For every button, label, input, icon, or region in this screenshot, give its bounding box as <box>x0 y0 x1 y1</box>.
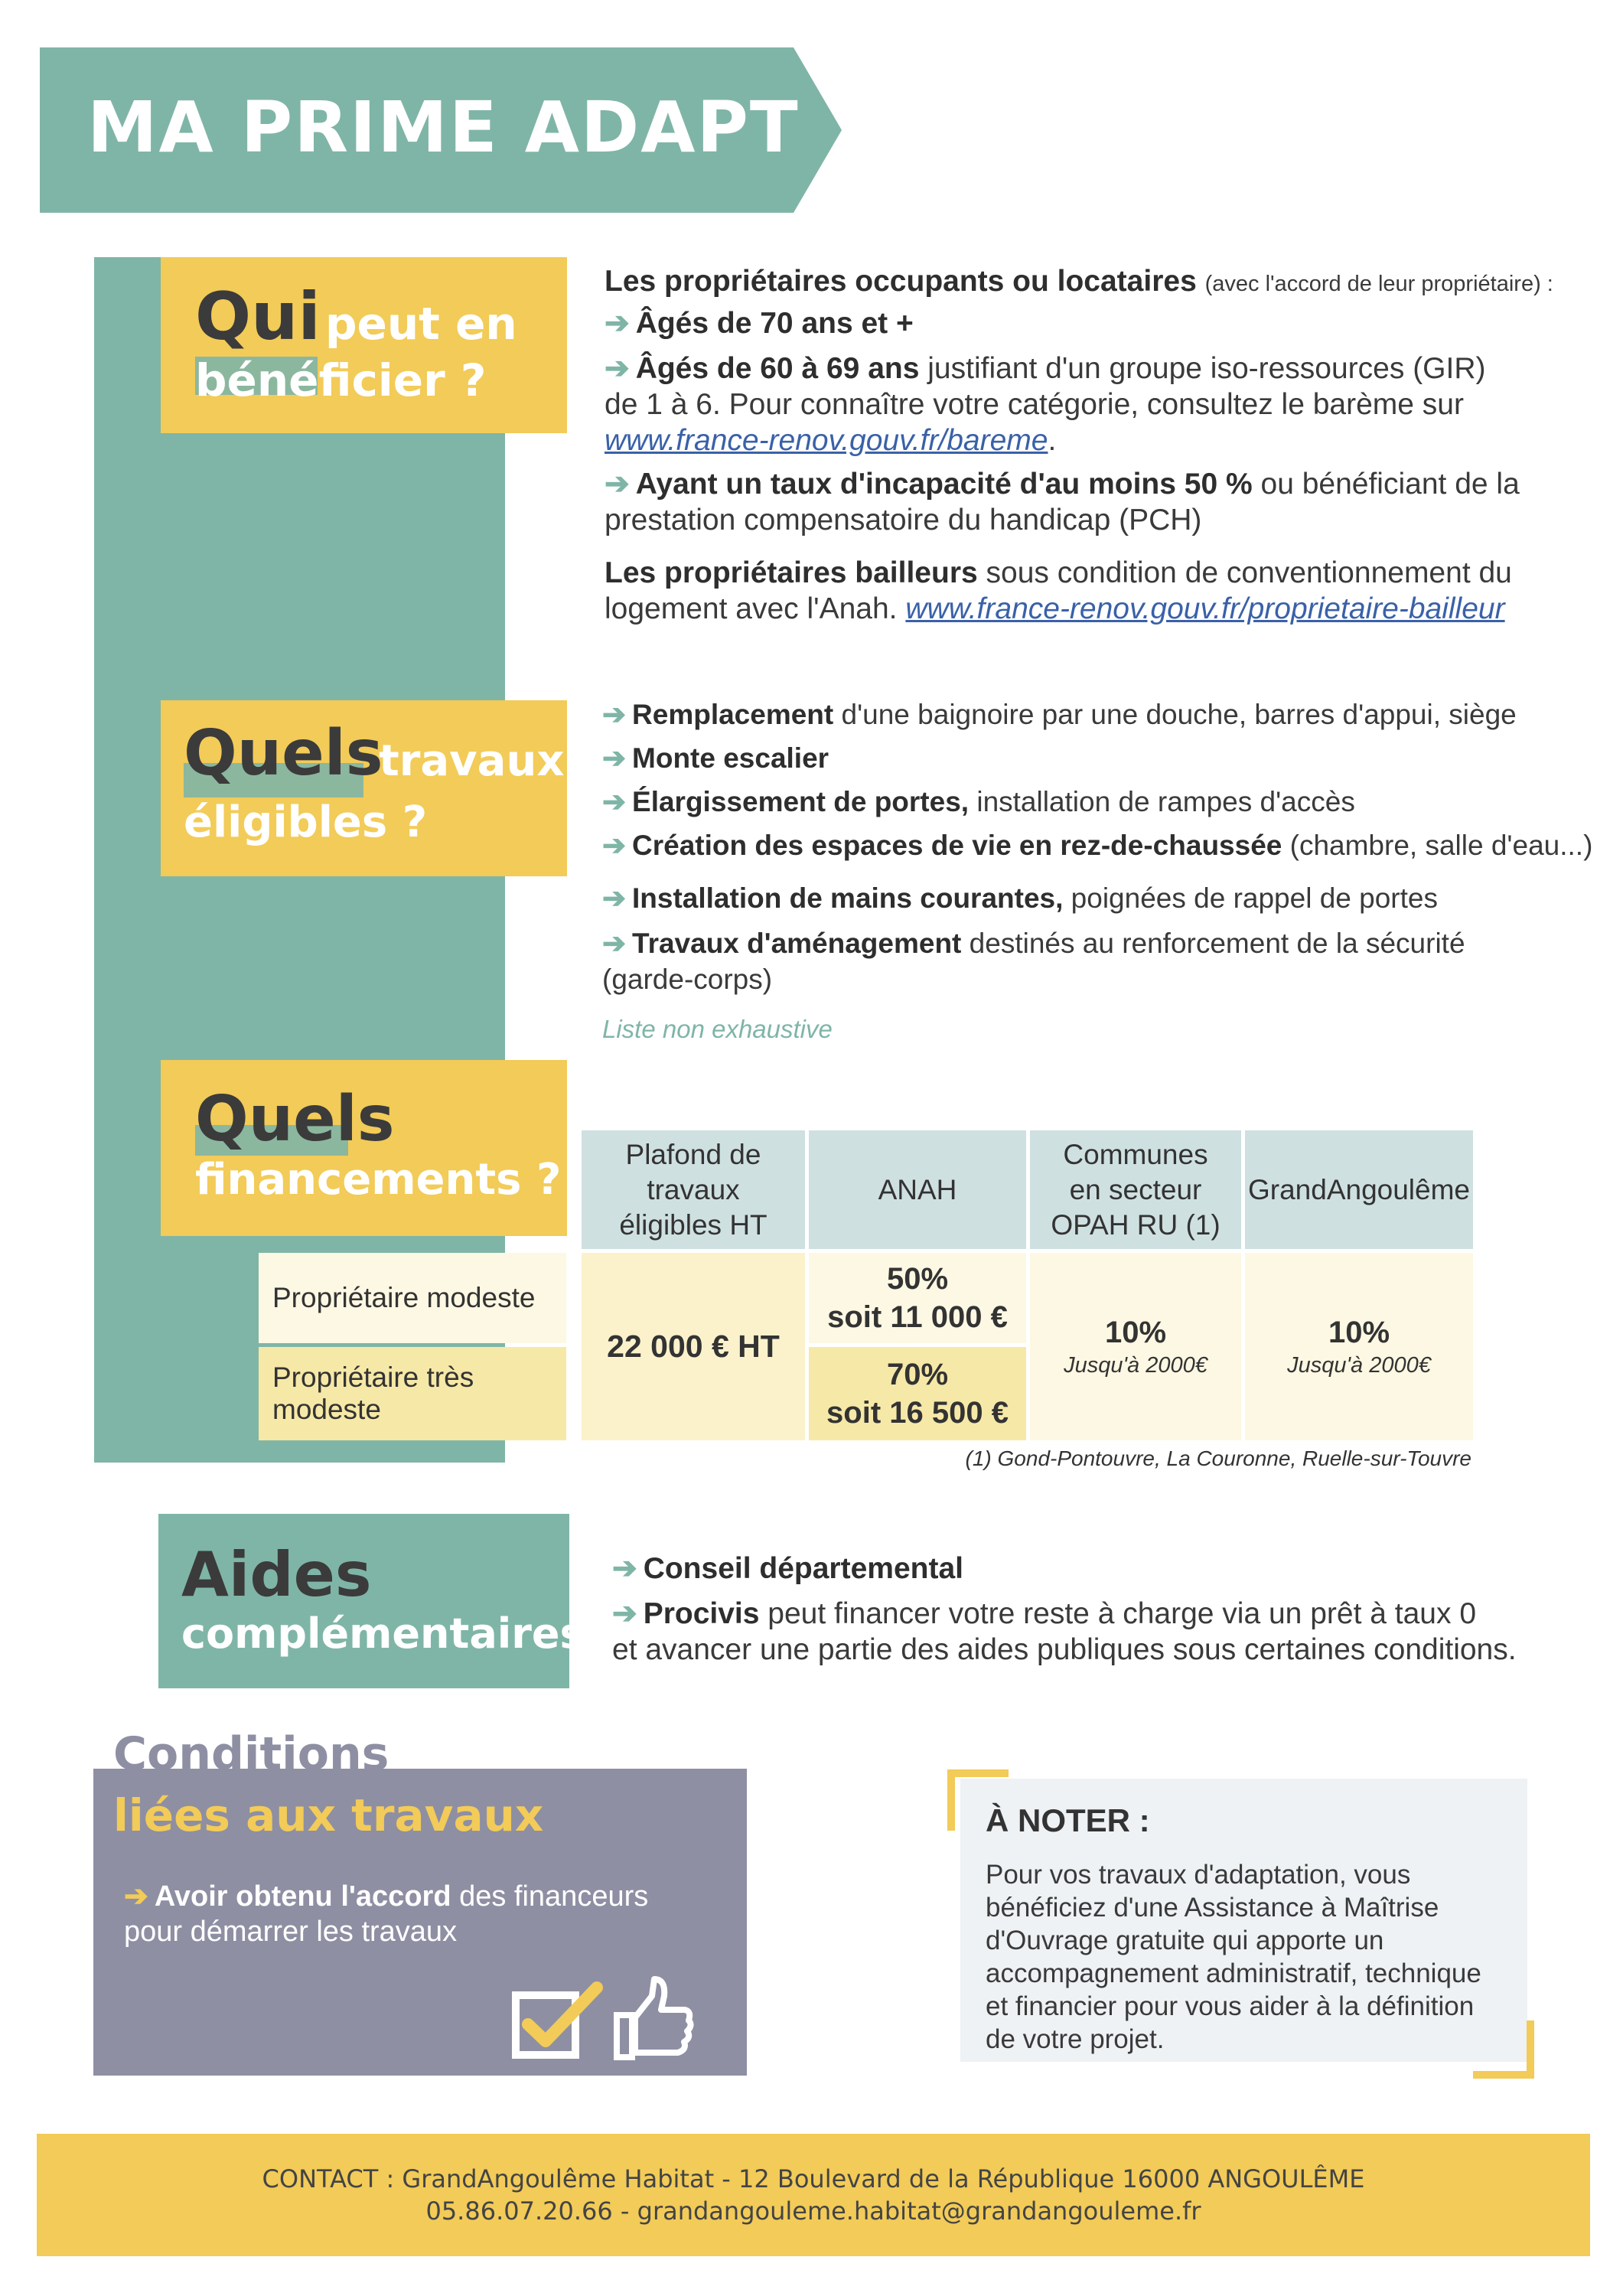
arrow-right-icon: ➔ <box>612 1597 637 1630</box>
qui-bullet-2-end: . <box>1048 424 1057 457</box>
noter-line: et financier pour vous aider à la définition <box>986 1991 1475 2021</box>
arrow-right-icon: ➔ <box>124 1880 148 1913</box>
qui-bailleurs-line2: logement avec l'Anah. <box>605 592 898 625</box>
conditions-content <box>124 1879 721 1949</box>
travaux-heading-big: Quels <box>184 717 383 790</box>
fin-cell-anah-modeste <box>809 1253 1026 1343</box>
arrow-right-icon: ➔ <box>602 786 627 817</box>
checkbox-check-icon <box>511 1978 603 2063</box>
travaux-item-bold: Monte escalier <box>632 742 829 774</box>
travaux-content <box>602 696 1597 1047</box>
contact-line-2[interactable]: 05.86.07.20.66 - grandangouleme.habitat@grandangouleme.fr <box>425 2197 1201 2226</box>
fin-cell-anah-tres-modeste <box>809 1347 1026 1440</box>
qui-heading-box <box>161 257 567 433</box>
fin-cell-anah-modeste-amt: soit 11 000 € <box>827 1300 1008 1334</box>
thumbs-up-icon <box>612 1973 696 2065</box>
arrow-right-icon: ➔ <box>605 307 630 340</box>
arrow-right-icon: ➔ <box>605 468 630 501</box>
contact-footer <box>37 2134 1590 2256</box>
travaux-item-bold: Élargissement de portes, <box>632 786 970 817</box>
conditions-item-bold: Avoir obtenu l'accord <box>154 1880 451 1913</box>
fin-cell-plafond-value: 22 000 € HT <box>607 1329 780 1364</box>
travaux-item-line2: (garde-corps) <box>602 964 773 995</box>
noter-line: Pour vos travaux d'adaptation, vous <box>986 1860 1411 1890</box>
fin-cell-grandangouleme-max: Jusqu'à 2000€ <box>1287 1352 1431 1378</box>
aides-heading-big: Aides <box>181 1539 372 1610</box>
fin-col-header-plafond <box>582 1130 805 1249</box>
fin-col-header-anah <box>809 1130 1026 1249</box>
fin-col-header-communes-label: Communes en secteur OPAH RU (1) <box>1051 1138 1221 1241</box>
conditions-heading-2: liées aux travaux <box>113 1789 544 1841</box>
travaux-item-bold: Création des espaces de vie en rez-de-chaussée <box>632 830 1282 861</box>
noter-text <box>986 1858 1514 2056</box>
travaux-item-bold: Installation de mains courantes, <box>632 882 1064 914</box>
fin-cell-communes-pct: 10% <box>1104 1315 1167 1349</box>
qui-bullet-3-rest: ou bénéficiant de la <box>1260 468 1520 501</box>
fin-cell-anah-tres-modeste-amt: soit 16 500 € <box>826 1396 1009 1430</box>
travaux-heading-rest1: travaux <box>379 736 565 786</box>
fin-cell-communes <box>1030 1253 1241 1440</box>
travaux-item-rest: d'une baignoire par une douche, barres d'appui, siège <box>833 699 1517 730</box>
arrow-right-icon: ➔ <box>602 882 627 914</box>
aides-item-2-bold: Procivis <box>643 1597 760 1630</box>
arrow-right-icon: ➔ <box>602 928 627 959</box>
fin-cell-anah-modeste-pct: 50% <box>886 1262 949 1296</box>
arrow-right-icon: ➔ <box>602 699 627 730</box>
qui-intro: Les propriétaires occupants ou locataires <box>605 265 1197 298</box>
qui-bullet-1: Âgés de 70 ans et + <box>635 307 914 340</box>
aides-heading-rest: complémentaires <box>181 1609 585 1658</box>
fin-col-header-grandangouleme <box>1245 1130 1473 1249</box>
fin-row-label-modeste-text: Propriétaire modeste <box>272 1282 536 1313</box>
fin-row-label-tres-modeste-text: Propriétaire très modeste <box>272 1362 474 1425</box>
travaux-item-bold: Remplacement <box>632 699 834 730</box>
noter-line: de votre projet. <box>986 2024 1165 2054</box>
conditions-item-rest: des financeurs <box>459 1880 649 1913</box>
conditions-heading-1: Conditions <box>113 1727 389 1781</box>
qui-bullet-3-line2: prestation compensatoire du handicap (PCH) <box>605 504 1202 536</box>
fin-cell-grandangouleme <box>1245 1253 1473 1440</box>
qui-intro-small: (avec l'accord de leur propriétaire) : <box>1204 272 1553 296</box>
proprietaire-bailleur-link[interactable]: www.france-renov.gouv.fr/proprietaire-bailleur <box>905 592 1505 625</box>
qui-bailleurs-bold: Les propriétaires bailleurs <box>605 556 978 589</box>
aides-item-2-line2: et avancer une partie des aides publiques sous certaines conditions. <box>612 1633 1517 1666</box>
noter-line: accompagnement administratif, technique <box>986 1958 1481 1988</box>
fin-row-label-modeste <box>259 1253 566 1343</box>
qui-heading-rest2: bénéficier ? <box>195 354 487 406</box>
travaux-item <box>602 925 1597 961</box>
financements-heading-box <box>161 1060 567 1236</box>
financements-heading-big: Quels <box>195 1083 395 1156</box>
travaux-heading-rest2: éligibles ? <box>184 797 428 847</box>
travaux-item <box>602 827 1597 863</box>
page-title: MA PRIME ADAPT <box>87 86 800 168</box>
fin-cell-plafond <box>582 1253 805 1440</box>
fin-cell-grandangouleme-pct: 10% <box>1328 1315 1390 1349</box>
conditions-item-line2: pour démarrer les travaux <box>124 1916 458 1948</box>
travaux-item <box>602 696 1597 732</box>
qui-bullet-3-bold: Ayant un taux d'incapacité d'au moins 50 % <box>635 468 1253 501</box>
qui-heading-big: Qui <box>195 279 321 355</box>
qui-bullet-2-rest: justifiant d'un groupe iso-ressources (GIR) <box>927 352 1486 385</box>
contact-line-1: CONTACT : GrandAngoulême Habitat - 12 Boulevard de la République 16000 ANGOULÊME <box>262 2164 1365 2193</box>
qui-heading-rest1: peut en <box>325 298 517 350</box>
title-banner <box>40 47 842 213</box>
fin-col-header-grandangouleme-label: GrandAngoulême <box>1247 1173 1471 1205</box>
travaux-item <box>602 740 1597 776</box>
noter-line: bénéficiez d'une Assistance à Maîtrise <box>986 1893 1439 1923</box>
arrow-right-icon: ➔ <box>602 742 627 774</box>
noter-line: d'Ouvrage gratuite qui apporte un <box>986 1926 1384 1955</box>
bareme-link[interactable]: www.france-renov.gouv.fr/bareme <box>605 424 1048 457</box>
fin-cell-anah-tres-modeste-pct: 70% <box>886 1358 949 1391</box>
travaux-item-rest: (chambre, salle d'eau...) <box>1282 830 1593 861</box>
qui-bullet-2-line2: de 1 à 6. Pour connaître votre catégorie, consultez le barème sur <box>605 388 1464 421</box>
fin-cell-communes-max: Jusqu'à 2000€ <box>1064 1352 1207 1378</box>
travaux-note: Liste non exhaustive <box>602 1015 833 1043</box>
fin-row-label-tres-modeste <box>259 1347 566 1440</box>
noter-heading: À NOTER : <box>986 1802 1150 1838</box>
fin-col-header-communes <box>1030 1130 1241 1249</box>
arrow-right-icon: ➔ <box>602 830 627 861</box>
aides-heading-box <box>158 1514 585 1688</box>
travaux-heading-box <box>161 700 567 876</box>
travaux-item-rest: installation de rampes d'accès <box>969 786 1355 817</box>
fin-footnote: (1) Gond-Pontouvre, La Couronne, Ruelle-sur-Touvre <box>965 1446 1471 1470</box>
aides-content <box>612 1551 1569 1668</box>
qui-bullet-2-bold: Âgés de 60 à 69 ans <box>635 352 920 385</box>
aides-item-2-rest: peut financer votre reste à charge via un prêt à taux 0 <box>768 1597 1477 1630</box>
fin-col-header-anah-label: ANAH <box>878 1173 957 1205</box>
travaux-item <box>602 784 1597 820</box>
qui-content <box>605 263 1561 627</box>
travaux-item-bold: Travaux d'aménagement <box>632 928 962 959</box>
financements-heading-rest: financements ? <box>195 1155 562 1205</box>
travaux-item <box>602 880 1597 916</box>
arrow-right-icon: ➔ <box>612 1552 637 1585</box>
qui-bailleurs-rest: sous condition de conventionnement du <box>986 556 1512 589</box>
travaux-item-rest: poignées de rappel de portes <box>1063 882 1438 914</box>
arrow-right-icon: ➔ <box>605 352 630 385</box>
travaux-item-rest: destinés au renforcement de la sécurité <box>961 928 1465 959</box>
fin-col-header-plafond-label: Plafond de travaux éligibles HT <box>619 1138 768 1241</box>
aides-item-1: Conseil départemental <box>643 1552 963 1585</box>
